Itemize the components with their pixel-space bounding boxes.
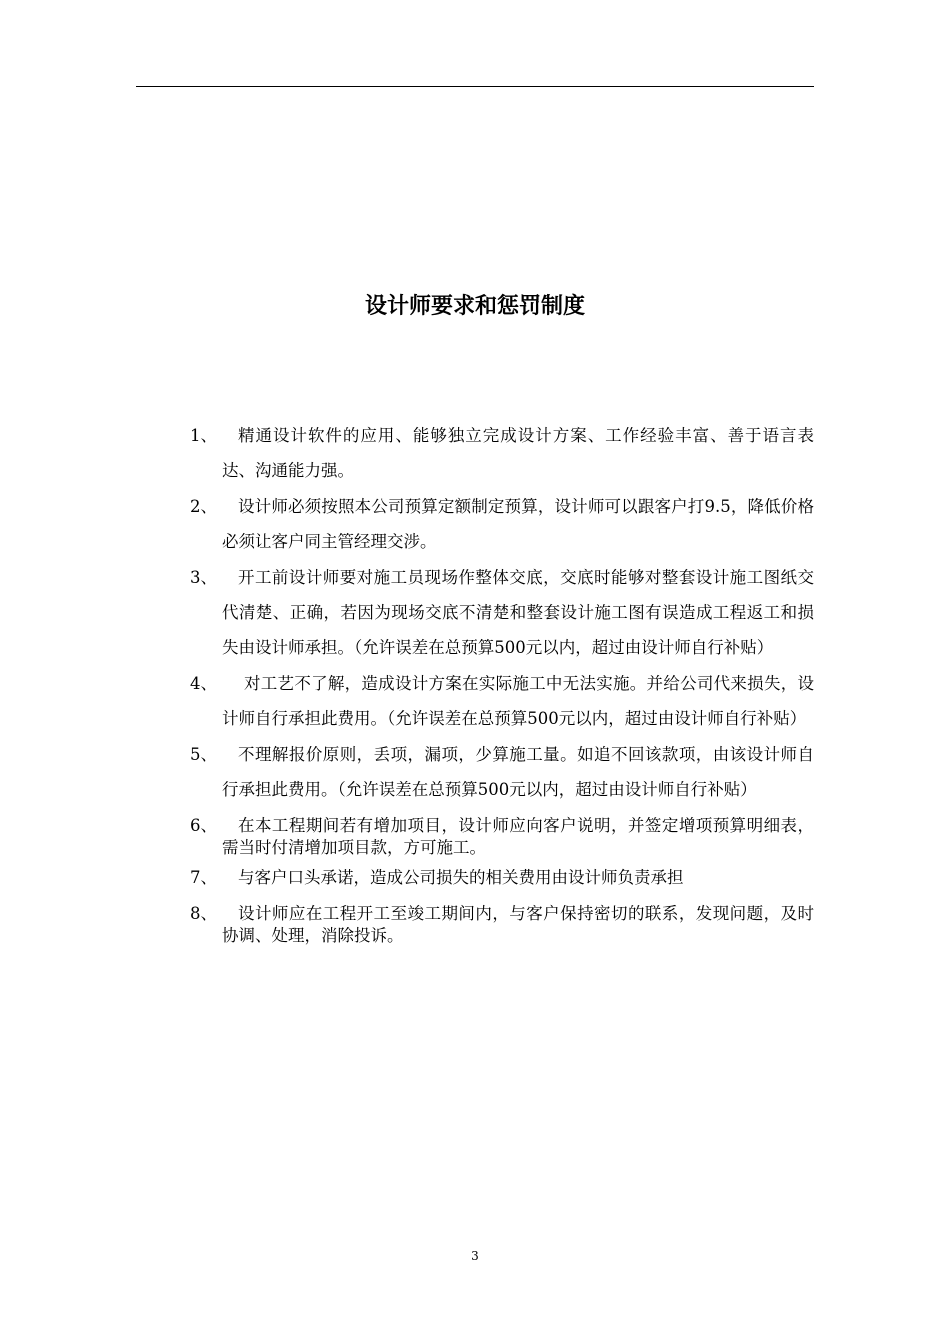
rule-item-3 [190,560,814,665]
rule-number: 8、 [190,904,217,923]
rule-text: 对工艺不了解，造成设计方案在实际施工中无法实施。并给公司代来损失，设计师自行承担此费用。（允许误差在总预算500元以内，超过由设计师自行补贴） [222,674,814,728]
rule-number: 4、 [190,674,217,693]
rule-item-6 [190,815,814,859]
rule-text: 设计师必须按照本公司预算定额制定预算，设计师可以跟客户打9.5，降低价格必须让客户同主管经理交涉。 [222,497,814,551]
rule-number: 6、 [190,816,217,835]
rule-item-1 [190,418,814,488]
rule-text: 精通设计软件的应用、能够独立完成设计方案、工作经验丰富、善于语言表达、沟通能力强。 [222,426,814,480]
document-title: 设计师要求和惩罚制度 [364,294,585,319]
rule-number: 7、 [190,868,217,887]
rule-item-7 [190,867,814,889]
rule-text: 在本工程期间若有增加项目，设计师应向客户说明，并签定增项预算明细表，需当时付清增加项目款，方可施工。 [222,816,814,857]
rule-item-8 [190,903,814,947]
page-number: 3 [471,1249,479,1263]
rule-text: 设计师应在工程开工至竣工期间内，与客户保持密切的联系，发现问题，及时协调、处理，消除投诉。 [222,904,814,945]
rule-item-2 [190,489,814,559]
rule-text: 与客户口头承诺，造成公司损失的相关费用由设计师负责承担 [238,868,684,887]
rule-item-4 [190,666,814,736]
rule-number: 3、 [190,568,217,587]
rule-number: 1、 [190,426,217,445]
rules-list [190,418,814,947]
rule-number: 5、 [190,745,217,764]
header-rule [136,86,814,87]
rule-item-5 [190,737,814,807]
rule-number: 2、 [190,497,217,516]
rule-text: 开工前设计师要对施工员现场作整体交底，交底时能够对整套设计施工图纸交代清楚、正确，若因为现场交底不清楚和整套设计施工图有误造成工程返工和损失由设计师承担。（允许误差在总预算500元以内，超过由设计师自行补贴） [222,568,814,657]
rule-text: 不理解报价原则，丢项，漏项，少算施工量。如追不回该款项，由该设计师自行承担此费用。（允许误差在总预算500元以内，超过由设计师自行补贴） [222,745,814,799]
